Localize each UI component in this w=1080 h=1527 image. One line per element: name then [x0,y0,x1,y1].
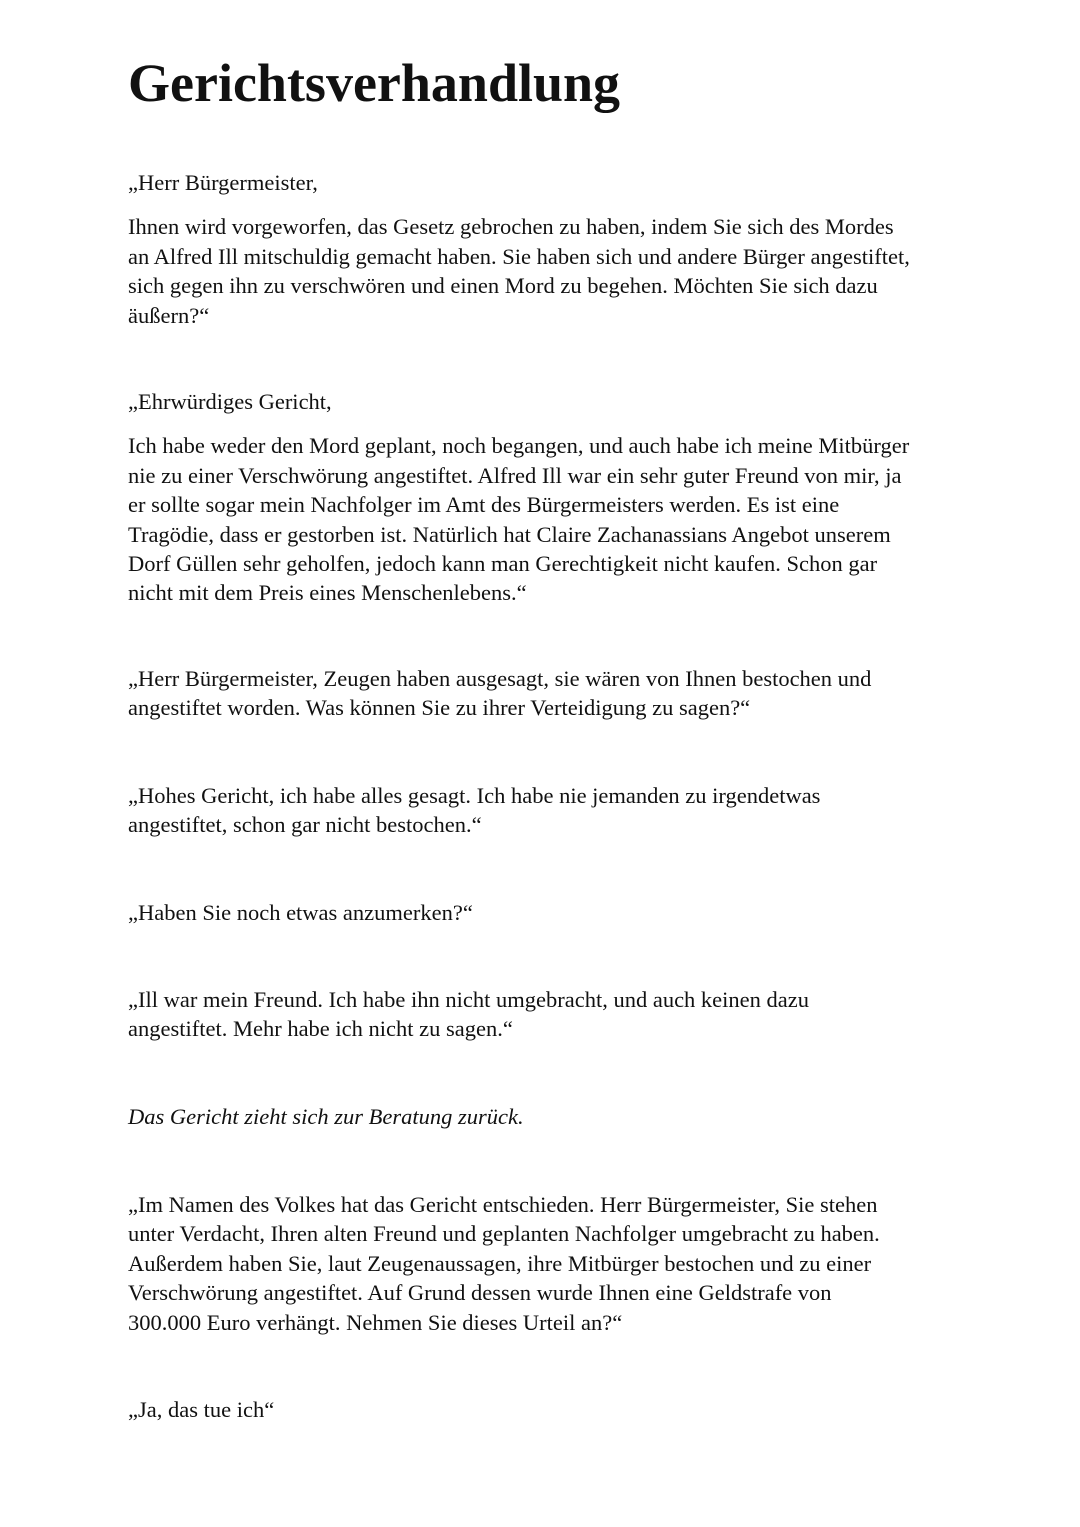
text-line: angestiftet, schon gar nicht bestochen.“ [128,812,482,838]
final-statement-paragraph [128,985,958,1044]
text-line: Das Gericht zieht sich zur Beratung zurück. [128,1104,524,1129]
witness-question-paragraph [128,664,958,723]
text-line: Tragödie, dass er gestorben ist. Natürlich hat Claire Zachanassians Angebot unserem [128,521,891,547]
text-line: Verschwörung angestiftet. Auf Grund dessen wurde Ihnen eine Geldstrafe von [128,1280,832,1306]
paragraph-body [128,212,958,330]
text-line: „Ja, das tue ich“ [128,1397,275,1422]
text-line: 300.000 Euro verhängt. Nehmen Sie dieses Urteil an?“ [128,1309,623,1335]
verdict-paragraph [128,1190,958,1337]
text-line: „Ill war mein Freund. Ich habe ihn nicht umgebracht, und auch keinen dazu [128,987,810,1012]
stage-direction [128,1102,958,1131]
text-line: angestiftet. Mehr habe ich nicht zu sagen.“ [128,1016,513,1042]
text-line: Ich habe weder den Mord geplant, noch begangen, und auch habe ich meine Mitbürger [128,433,910,459]
remark-question-paragraph [128,898,958,927]
defense-paragraph [128,387,958,608]
text-line: nie zu einer Verschwörung angestiftet. Alfred Ill war ein sehr guter Freund von mir, ja [128,462,902,488]
text-line: „Im Namen des Volkes hat das Gericht entschieden. Herr Bürgermeister, Sie stehen [128,1192,878,1217]
accusation-paragraph [128,168,958,330]
text-line: er sollte sogar mein Nachfolger im Amt des Bürgermeisters werden. Es ist eine [128,492,840,518]
paragraph-body [128,431,958,607]
text-line: „Herr Bürgermeister, Zeugen haben ausgesagt, sie wären von Ihnen bestochen und [128,666,872,691]
reply-paragraph [128,781,958,840]
salutation: „Ehrwürdiges Gericht, [128,389,332,414]
text-line: sich gegen ihn zu verschwören und einen Mord zu begehen. Möchten Sie sich dazu [128,273,878,299]
text-line: an Alfred Ill mitschuldig gemacht haben. Sie haben sich und andere Bürger angestiftet, [128,243,910,269]
acceptance-paragraph [128,1395,958,1424]
text-line: Ihnen wird vorgeworfen, das Gesetz gebrochen zu haben, indem Sie sich des Mordes [128,214,894,240]
salutation: „Herr Bürgermeister, [128,170,318,195]
text-line: unter Verdacht, Ihren alten Freund und geplanten Nachfolger umgebracht zu haben. [128,1221,880,1247]
text-line: angestiftet worden. Was können Sie zu ihrer Verteidigung zu sagen?“ [128,695,751,721]
text-line: „Hohes Gericht, ich habe alles gesagt. Ich habe nie jemanden zu irgendetwas [128,783,821,808]
text-line: äußern?“ [128,302,210,328]
text-line: „Haben Sie noch etwas anzumerken?“ [128,900,473,925]
text-line: nicht mit dem Preis eines Menschenlebens.“ [128,580,527,606]
text-line: Außerdem haben Sie, laut Zeugenaussagen, ihre Mitbürger bestochen und zu einer [128,1250,872,1276]
document-title: Gerichtsverhandlung [128,53,621,113]
text-line: Dorf Güllen sehr geholfen, jedoch kann man Gerechtigkeit nicht kaufen. Schon gar [128,551,878,577]
